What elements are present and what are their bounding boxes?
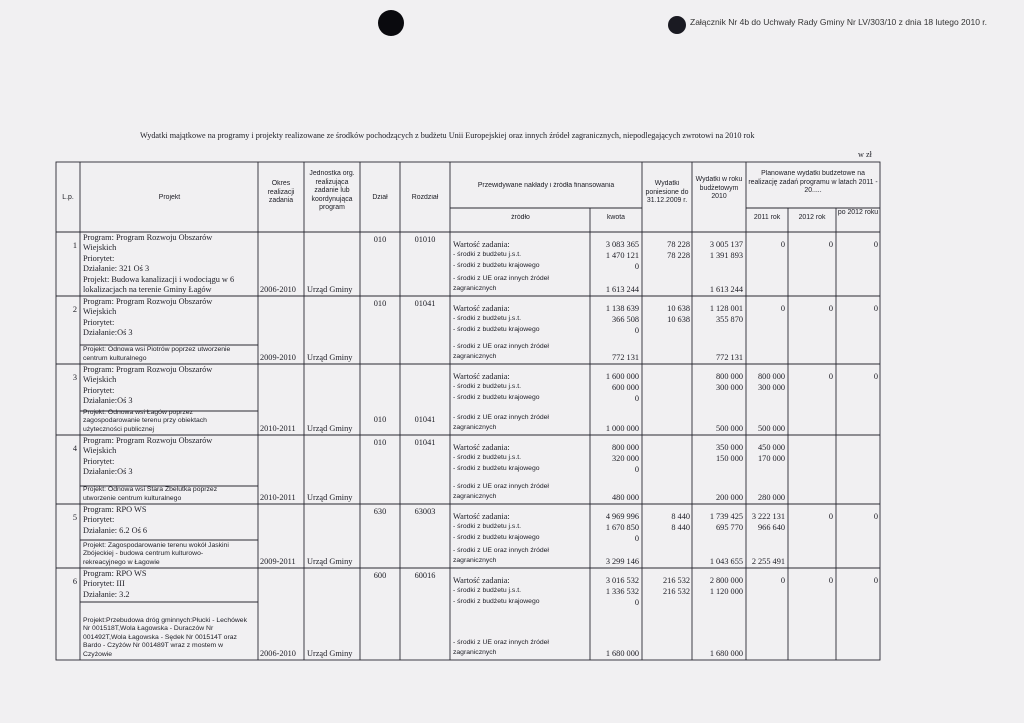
dzial-value: 630 [373, 507, 387, 516]
y2011-value: 966 640 [758, 523, 785, 532]
kwota-value: 1 000 000 [605, 424, 639, 433]
program-line: Priorytet: [83, 385, 115, 395]
kwota-value: 600 000 [612, 383, 639, 392]
kwota-value: 3 299 146 [605, 557, 639, 566]
wydatki-2010-value: 1 613 244 [709, 285, 743, 294]
okres-value: 2010-2011 [260, 493, 296, 502]
y2011-value: 170 000 [758, 454, 785, 463]
kwota-value: 0 [634, 394, 639, 403]
kwota-value: 0 [634, 326, 639, 335]
wydatki-2010-value: 1 739 425 [709, 512, 743, 521]
y2011-value: 280 000 [758, 493, 785, 502]
project-line: Nr 001518T,Wola Łagowska - Duraczów Nr [83, 625, 214, 633]
source-label: zagranicznych [453, 285, 497, 292]
project-line: lokalizacjach na terenie Gminy Łagów [83, 285, 212, 294]
header-naklady: Przewidywane nakłady i źródła finansowania [477, 182, 615, 189]
source-label: - środki z budżetu j.s.t. [453, 383, 521, 390]
program-line: Działanie: 6.2 Oś 6 [83, 525, 148, 535]
program-line: Działanie: 3.2 [83, 589, 130, 599]
project-line: Bardo - Czyżów Nr 001489T wraz z mostem w [83, 642, 224, 650]
source-label: - środki z budżetu krajowego [453, 394, 540, 401]
row-number: 4 [72, 444, 77, 453]
jednostka-value: Urząd Gminy [307, 649, 353, 658]
kwota-value: 1 680 000 [605, 649, 639, 658]
program-line: Wiejskich [83, 375, 117, 385]
program-line: Działanie: 321 Oś 3 [83, 264, 150, 274]
source-label: zagranicznych [453, 649, 497, 656]
source-label: - środki z UE oraz innych źródeł [453, 343, 549, 350]
project-line: 001492T,Wola Łagowska - Sędek Nr 001514T oraz [83, 633, 237, 641]
y2011-value: 300 000 [758, 383, 785, 392]
row-number: 6 [72, 577, 77, 586]
source-label: - środki z budżetu j.s.t. [453, 315, 521, 322]
rozdzial-value: 63003 [414, 507, 436, 516]
project-line: Projekt: Odnowa wsi Łagów poprzez [83, 408, 193, 416]
header-wydatki-poniesione: Wydatki poniesione do 31.12.2009 r. [645, 180, 689, 205]
kwota-value: 1 336 532 [605, 587, 639, 596]
row-number: 3 [72, 373, 77, 382]
source-label: Wartość zadania: [453, 576, 510, 585]
wydatki-2010-value: 355 870 [716, 315, 743, 324]
poniesione-value: 216 532 [663, 587, 690, 596]
dzial-value: 010 [373, 438, 387, 447]
source-label: - środki z budżetu krajowego [453, 534, 540, 541]
source-label: zagranicznych [453, 424, 497, 431]
source-label: Wartość zadania: [453, 512, 510, 521]
project-line: Projekt: Odnowa wsi Stara Zbelutka poprzez [83, 486, 218, 494]
header-note: Załącznik Nr 4b do Uchwały Rady Gminy Nr LV/303/10 z dnia 18 lutego 2010 r. [690, 17, 988, 27]
poniesione-value: 8 440 [671, 523, 690, 532]
kwota-value: 1 670 850 [605, 523, 639, 532]
header-2012: 2012 rok [798, 214, 826, 221]
project-line: użyteczności publicznej [83, 425, 155, 433]
poniesione-value: 10 638 [667, 315, 690, 324]
rozdzial-value: 01041 [414, 415, 436, 424]
po2012-value: 0 [873, 304, 878, 313]
source-label: Wartość zadania: [453, 304, 510, 313]
program-line: Priorytet: [83, 317, 115, 327]
project-line: Projekt:Przebudowa dróg gminnych:Płucki - Lechówek [83, 617, 247, 624]
program-line: Działanie:Oś 3 [83, 328, 133, 338]
y2012-value: 0 [828, 304, 833, 313]
kwota-value: 772 131 [612, 353, 639, 362]
dzial-value: 600 [373, 571, 387, 580]
kwota-value: 0 [634, 534, 639, 543]
header-okres: Okres realizacji zadania [267, 180, 295, 205]
program-line: Program: RPO WS [83, 569, 147, 578]
y2012-value: 0 [828, 576, 833, 585]
header-zrodlo: źródło [511, 214, 530, 221]
source-label: - środki z budżetu j.s.t. [453, 251, 521, 258]
kwota-value: 1 470 121 [605, 251, 639, 260]
header-planowane: Planowane wydatki budżetowe na realizację zadań programu w latach 2011 - 20..... [748, 170, 878, 195]
y2011-value: 0 [780, 304, 785, 313]
header-2011: 2011 rok [753, 214, 781, 221]
kwota-value: 4 969 996 [605, 512, 639, 521]
project-line: Czyżowie [83, 650, 113, 658]
rozdzial-value: 01010 [414, 235, 436, 244]
program-line: Program: Program Rozwoju Obszarów [83, 365, 213, 374]
wydatki-2010-value: 350 000 [716, 443, 743, 452]
source-label: zagranicznych [453, 493, 497, 500]
rozdzial-value: 01041 [414, 438, 436, 447]
program-line: Działanie:Oś 3 [83, 396, 133, 406]
wydatki-2010-value: 1 120 000 [709, 587, 743, 596]
program-line: Działanie:Oś 3 [83, 467, 133, 477]
okres-value: 2006-2010 [260, 285, 296, 294]
source-label: - środki z UE oraz innych źródeł [453, 483, 549, 490]
header-projekt: Projekt [158, 194, 181, 201]
jednostka-value: Urząd Gminy [307, 424, 353, 433]
poniesione-value: 8 440 [671, 512, 690, 521]
wydatki-2010-value: 800 000 [716, 372, 743, 381]
wydatki-2010-value: 1 680 000 [709, 649, 743, 658]
kwota-value: 3 016 532 [605, 576, 639, 585]
source-label: - środki z budżetu j.s.t. [453, 454, 521, 461]
kwota-value: 800 000 [612, 443, 639, 452]
header-lp: L.p. [62, 194, 74, 201]
kwota-value: 1 138 639 [605, 304, 639, 313]
okres-value: 2006-2010 [260, 649, 296, 658]
y2011-value: 3 222 131 [751, 512, 785, 521]
y2011-value: 0 [780, 240, 785, 249]
project-line: Zbójeckiej - budowa centrum kulturowo- [83, 550, 204, 558]
okres-value: 2010-2011 [260, 424, 296, 433]
wydatki-2010-value: 150 000 [716, 454, 743, 463]
okres-value: 2009-2010 [260, 353, 296, 362]
program-line: Program: Program Rozwoju Obszarów [83, 297, 213, 306]
header-jednostka: Jednostka org. realizująca zadanie lub koordynująca program [309, 170, 355, 212]
row-number: 5 [72, 513, 77, 522]
header-po2012: po 2012 roku [837, 209, 879, 216]
program-line: Priorytet: [83, 253, 115, 263]
project-line: utworzenie centrum kulturalnego [83, 494, 182, 502]
jednostka-value: Urząd Gminy [307, 353, 353, 362]
header-dzial: Dział [372, 194, 388, 201]
program-line: Priorytet: III [83, 579, 125, 589]
row-number: 2 [72, 305, 77, 314]
wydatki-2010-value: 300 000 [716, 383, 743, 392]
source-label: - środki z budżetu krajowego [453, 598, 540, 605]
row-number: 1 [72, 241, 77, 250]
header-rozdzial: Rozdział [411, 194, 439, 201]
poniesione-value: 78 228 [667, 251, 690, 260]
source-label: Wartość zadania: [453, 240, 510, 249]
kwota-value: 0 [634, 262, 639, 271]
wydatki-2010-value: 2 800 000 [709, 576, 743, 585]
project-line: rekreacyjnego w Łagowie [83, 558, 160, 566]
kwota-value: 1 600 000 [605, 372, 639, 381]
okres-value: 2009-2011 [260, 557, 296, 566]
dzial-value: 010 [373, 415, 387, 424]
y2012-value: 0 [828, 240, 833, 249]
kwota-value: 0 [634, 465, 639, 474]
y2012-value: 0 [828, 512, 833, 521]
program-line: Wiejskich [83, 243, 117, 253]
jednostka-value: Urząd Gminy [307, 493, 353, 502]
unit-label: w zł [858, 150, 872, 159]
wydatki-2010-value: 1 391 893 [709, 251, 743, 260]
source-label: Wartość zadania: [453, 443, 510, 452]
wydatki-2010-value: 200 000 [716, 493, 743, 502]
dzial-value: 010 [373, 235, 387, 244]
y2011-value: 2 255 491 [751, 557, 785, 566]
source-label: - środki z budżetu j.s.t. [453, 523, 521, 530]
project-line: Projekt: Budowa kanalizacji i wodociągu w 6 [83, 274, 235, 284]
source-label: - środki z budżetu krajowego [453, 326, 540, 333]
source-label: zagranicznych [453, 557, 497, 564]
wydatki-2010-value: 1 128 001 [709, 304, 743, 313]
source-label: - środki z budżetu krajowego [453, 465, 540, 472]
po2012-value: 0 [873, 576, 878, 585]
program-line: Wiejskich [83, 307, 117, 317]
page-title: Wydatki majątkowe na programy i projekty realizowane ze środków pochodzących z budżetu Unii Europejskiej oraz innych źródeł zagranicznych, niepodlegających zwrotowi na 2010 rok [140, 131, 755, 140]
program-line: Program: Program Rozwoju Obszarów [83, 233, 213, 242]
jednostka-value: Urząd Gminy [307, 557, 353, 566]
program-line: Program: Program Rozwoju Obszarów [83, 436, 213, 445]
po2012-value: 0 [873, 372, 878, 381]
dzial-value: 010 [373, 299, 387, 308]
y2011-value: 0 [780, 576, 785, 585]
project-line: centrum kulturalnego [83, 354, 147, 362]
header-kwota: kwota [606, 214, 625, 221]
kwota-value: 3 083 365 [605, 240, 639, 249]
source-label: - środki z UE oraz innych źródeł [453, 275, 549, 282]
kwota-value: 366 508 [612, 315, 639, 324]
project-line: Projekt: Odnowa wsi Piotrów poprzez utworzenie [83, 346, 231, 354]
header-wydatki-2010: Wydatki w roku budżetowym 2010 [695, 176, 743, 201]
y2011-value: 500 000 [758, 424, 785, 433]
y2011-value: 800 000 [758, 372, 785, 381]
wydatki-2010-value: 1 043 655 [709, 557, 743, 566]
kwota-value: 0 [634, 598, 639, 607]
program-line: Wiejskich [83, 446, 117, 456]
poniesione-value: 10 638 [667, 304, 690, 313]
program-line: Priorytet: [83, 456, 115, 466]
source-label: - środki z budżetu j.s.t. [453, 587, 521, 594]
source-label: - środki z UE oraz innych źródeł [453, 547, 549, 554]
rozdzial-value: 01041 [414, 299, 436, 308]
wydatki-2010-value: 3 005 137 [709, 240, 743, 249]
kwota-value: 1 613 244 [605, 285, 639, 294]
wydatki-2010-value: 695 770 [716, 523, 743, 532]
program-line: Program: RPO WS [83, 505, 147, 514]
poniesione-value: 216 532 [663, 576, 690, 585]
source-label: - środki z budżetu krajowego [453, 262, 540, 269]
rozdzial-value: 60016 [414, 571, 436, 580]
source-label: - środki z UE oraz innych źródeł [453, 414, 549, 421]
source-label: zagranicznych [453, 353, 497, 360]
project-line: Projekt: Zagospodarowanie terenu wokół Jaskini [83, 541, 229, 549]
jednostka-value: Urząd Gminy [307, 285, 353, 294]
kwota-value: 320 000 [612, 454, 639, 463]
wydatki-2010-value: 772 131 [716, 353, 743, 362]
y2012-value: 0 [828, 372, 833, 381]
source-label: - środki z UE oraz innych źródeł [453, 639, 549, 646]
project-line: zagospodarowanie terenu przy obiektach [83, 417, 207, 425]
wydatki-2010-value: 500 000 [716, 424, 743, 433]
y2011-value: 450 000 [758, 443, 785, 452]
poniesione-value: 78 228 [667, 240, 690, 249]
po2012-value: 0 [873, 512, 878, 521]
source-label: Wartość zadania: [453, 372, 510, 381]
po2012-value: 0 [873, 240, 878, 249]
kwota-value: 480 000 [612, 493, 639, 502]
program-line: Priorytet: [83, 515, 115, 525]
